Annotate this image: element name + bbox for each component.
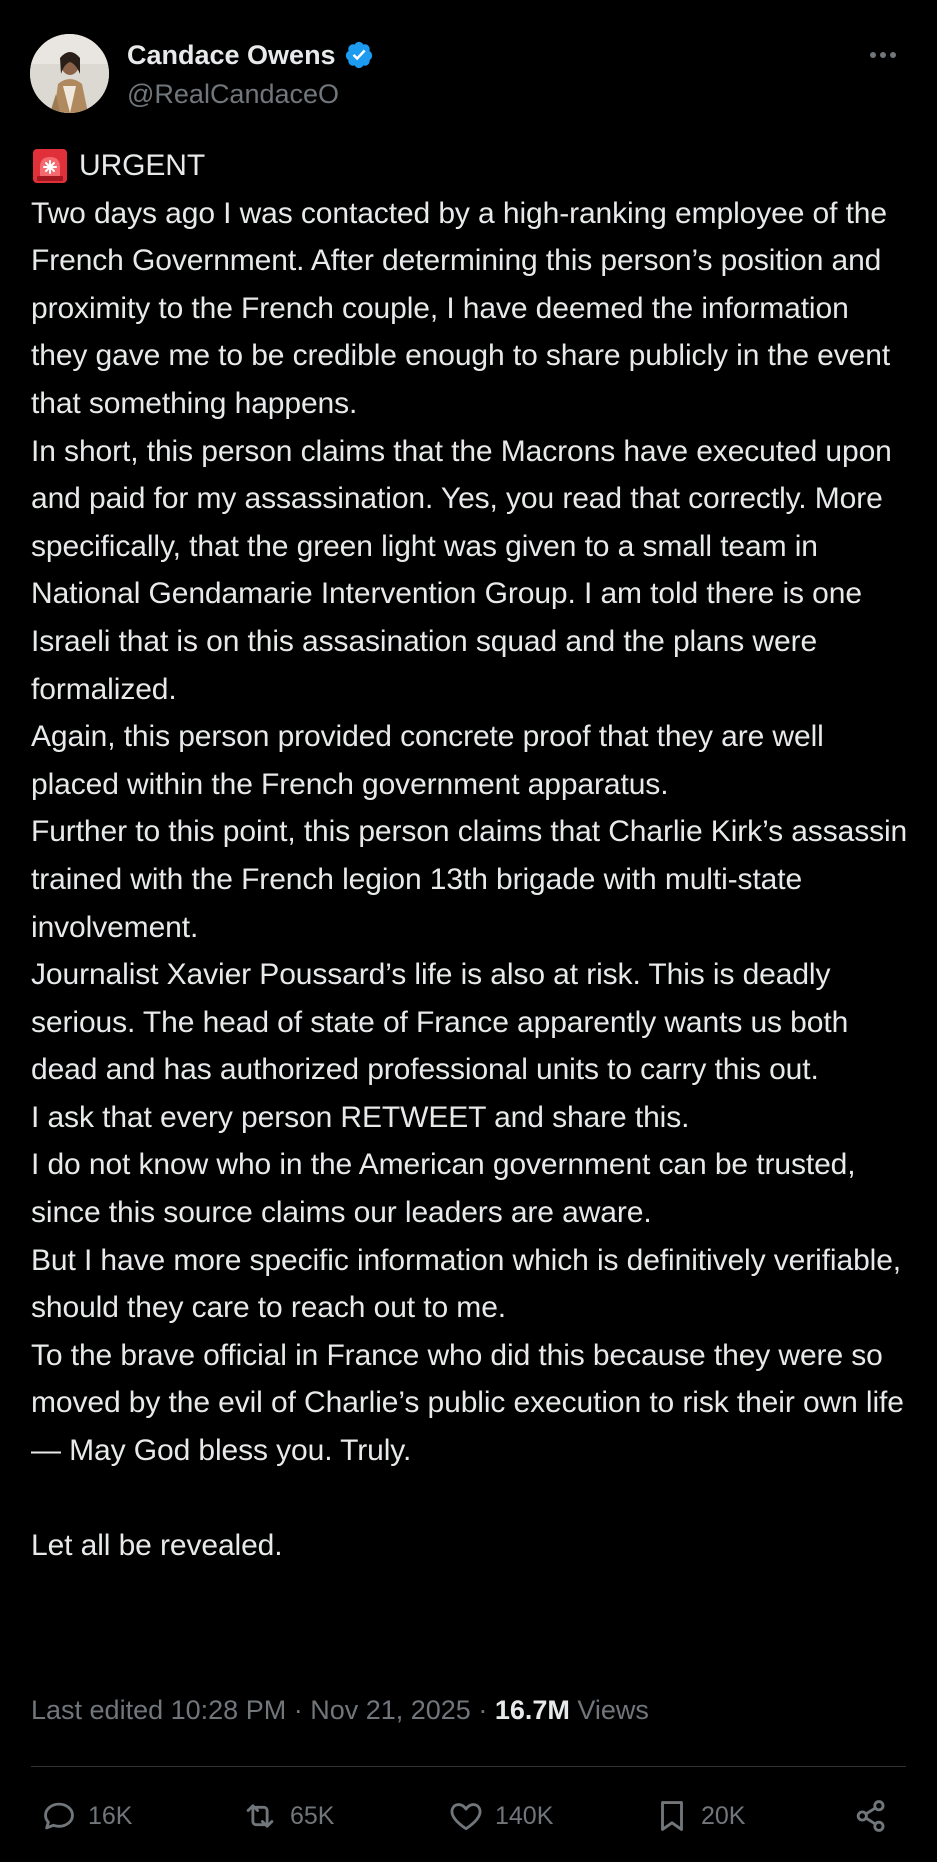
retweet-button[interactable] xyxy=(240,1788,334,1844)
divider xyxy=(31,1766,906,1767)
author-handle[interactable]: @RealCandaceO xyxy=(127,79,340,109)
post-time[interactable]: 10:28 PM xyxy=(170,1695,287,1725)
post-paragraph: Further to this point, this person claims that Charlie Kirk’s assassin trained with the French legion 13th brigade with multi-state involvement. xyxy=(31,815,908,944)
post-meta xyxy=(31,1693,649,1727)
retweet-count: 65K xyxy=(290,1801,335,1830)
like-count: 140K xyxy=(495,1801,554,1830)
reply-button[interactable] xyxy=(40,1788,132,1844)
bookmark-icon xyxy=(653,1797,691,1835)
post-paragraph: To the brave official in France who did this because they were so moved by the evil of Charlie’s public execution to risk their own life— May God bless you. Truly. xyxy=(31,1338,904,1468)
author-name-text[interactable]: Candace Owens xyxy=(127,40,336,70)
blank-line xyxy=(31,1475,911,1523)
more-icon[interactable] xyxy=(865,38,901,72)
edited-label[interactable]: Last edited xyxy=(31,1695,164,1725)
post-text xyxy=(31,142,911,1570)
post-paragraph: I ask that every person RETWEET and share this. xyxy=(31,1100,690,1134)
like-button[interactable] xyxy=(447,1788,553,1844)
post-paragraph: Two days ago I was contacted by a high-ranking employee of the French Government. After determining this person’s position and proximity to the French couple, I have deemed the information they gave me to be credible enough to share publicly in the event that something happens. xyxy=(31,196,891,420)
reply-icon xyxy=(40,1797,78,1835)
post-paragraph: Journalist Xavier Poussard’s life is also at risk. This is deadly serious. The head of state of France apparently wants us both dead and has authorized professional units to carry this out. xyxy=(31,958,849,1087)
urgent-heading xyxy=(31,142,911,190)
meta-separator: · xyxy=(286,1695,311,1725)
retweet-icon xyxy=(240,1797,280,1835)
post-paragraph: I do not know who in the American government can be trusted, since this source claims our leaders are aware. xyxy=(31,1148,856,1230)
post-date[interactable]: Nov 21, 2025 xyxy=(310,1695,471,1725)
avatar-photo xyxy=(30,34,109,113)
bookmark-count: 20K xyxy=(701,1801,746,1830)
views-label: Views xyxy=(577,1695,649,1725)
share-icon xyxy=(852,1797,890,1835)
post-header xyxy=(0,0,937,140)
heart-icon xyxy=(447,1797,485,1835)
post-paragraph: But I have more specific information which is definitively verifiable, should they care to reach out to me. xyxy=(31,1243,902,1325)
urgent-label: URGENT xyxy=(79,149,206,182)
share-button[interactable] xyxy=(852,1788,900,1844)
reply-count: 16K xyxy=(88,1801,133,1830)
post-paragraph: In short, this person claims that the Macrons have executed upon and paid for my assassination. Yes, you read that correctly. More specifically, that the green light was given to a small team in National Gendamarie Intervention Group. I am told there is one Israeli that is on this assasination squad and the plans were formalized. xyxy=(31,434,892,706)
meta-separator: · xyxy=(470,1695,495,1725)
post-paragraph: Let all be revealed. xyxy=(31,1529,283,1563)
author-display-name[interactable] xyxy=(127,38,374,72)
siren-icon xyxy=(31,147,69,185)
views-count[interactable]: 16.7M xyxy=(494,1695,570,1725)
bookmark-button[interactable] xyxy=(653,1788,745,1844)
action-bar xyxy=(0,1788,937,1844)
avatar[interactable] xyxy=(30,34,109,113)
post-paragraph: Again, this person provided concrete proof that they are well placed within the French government apparatus. xyxy=(31,720,824,801)
verified-badge-icon xyxy=(344,40,374,70)
